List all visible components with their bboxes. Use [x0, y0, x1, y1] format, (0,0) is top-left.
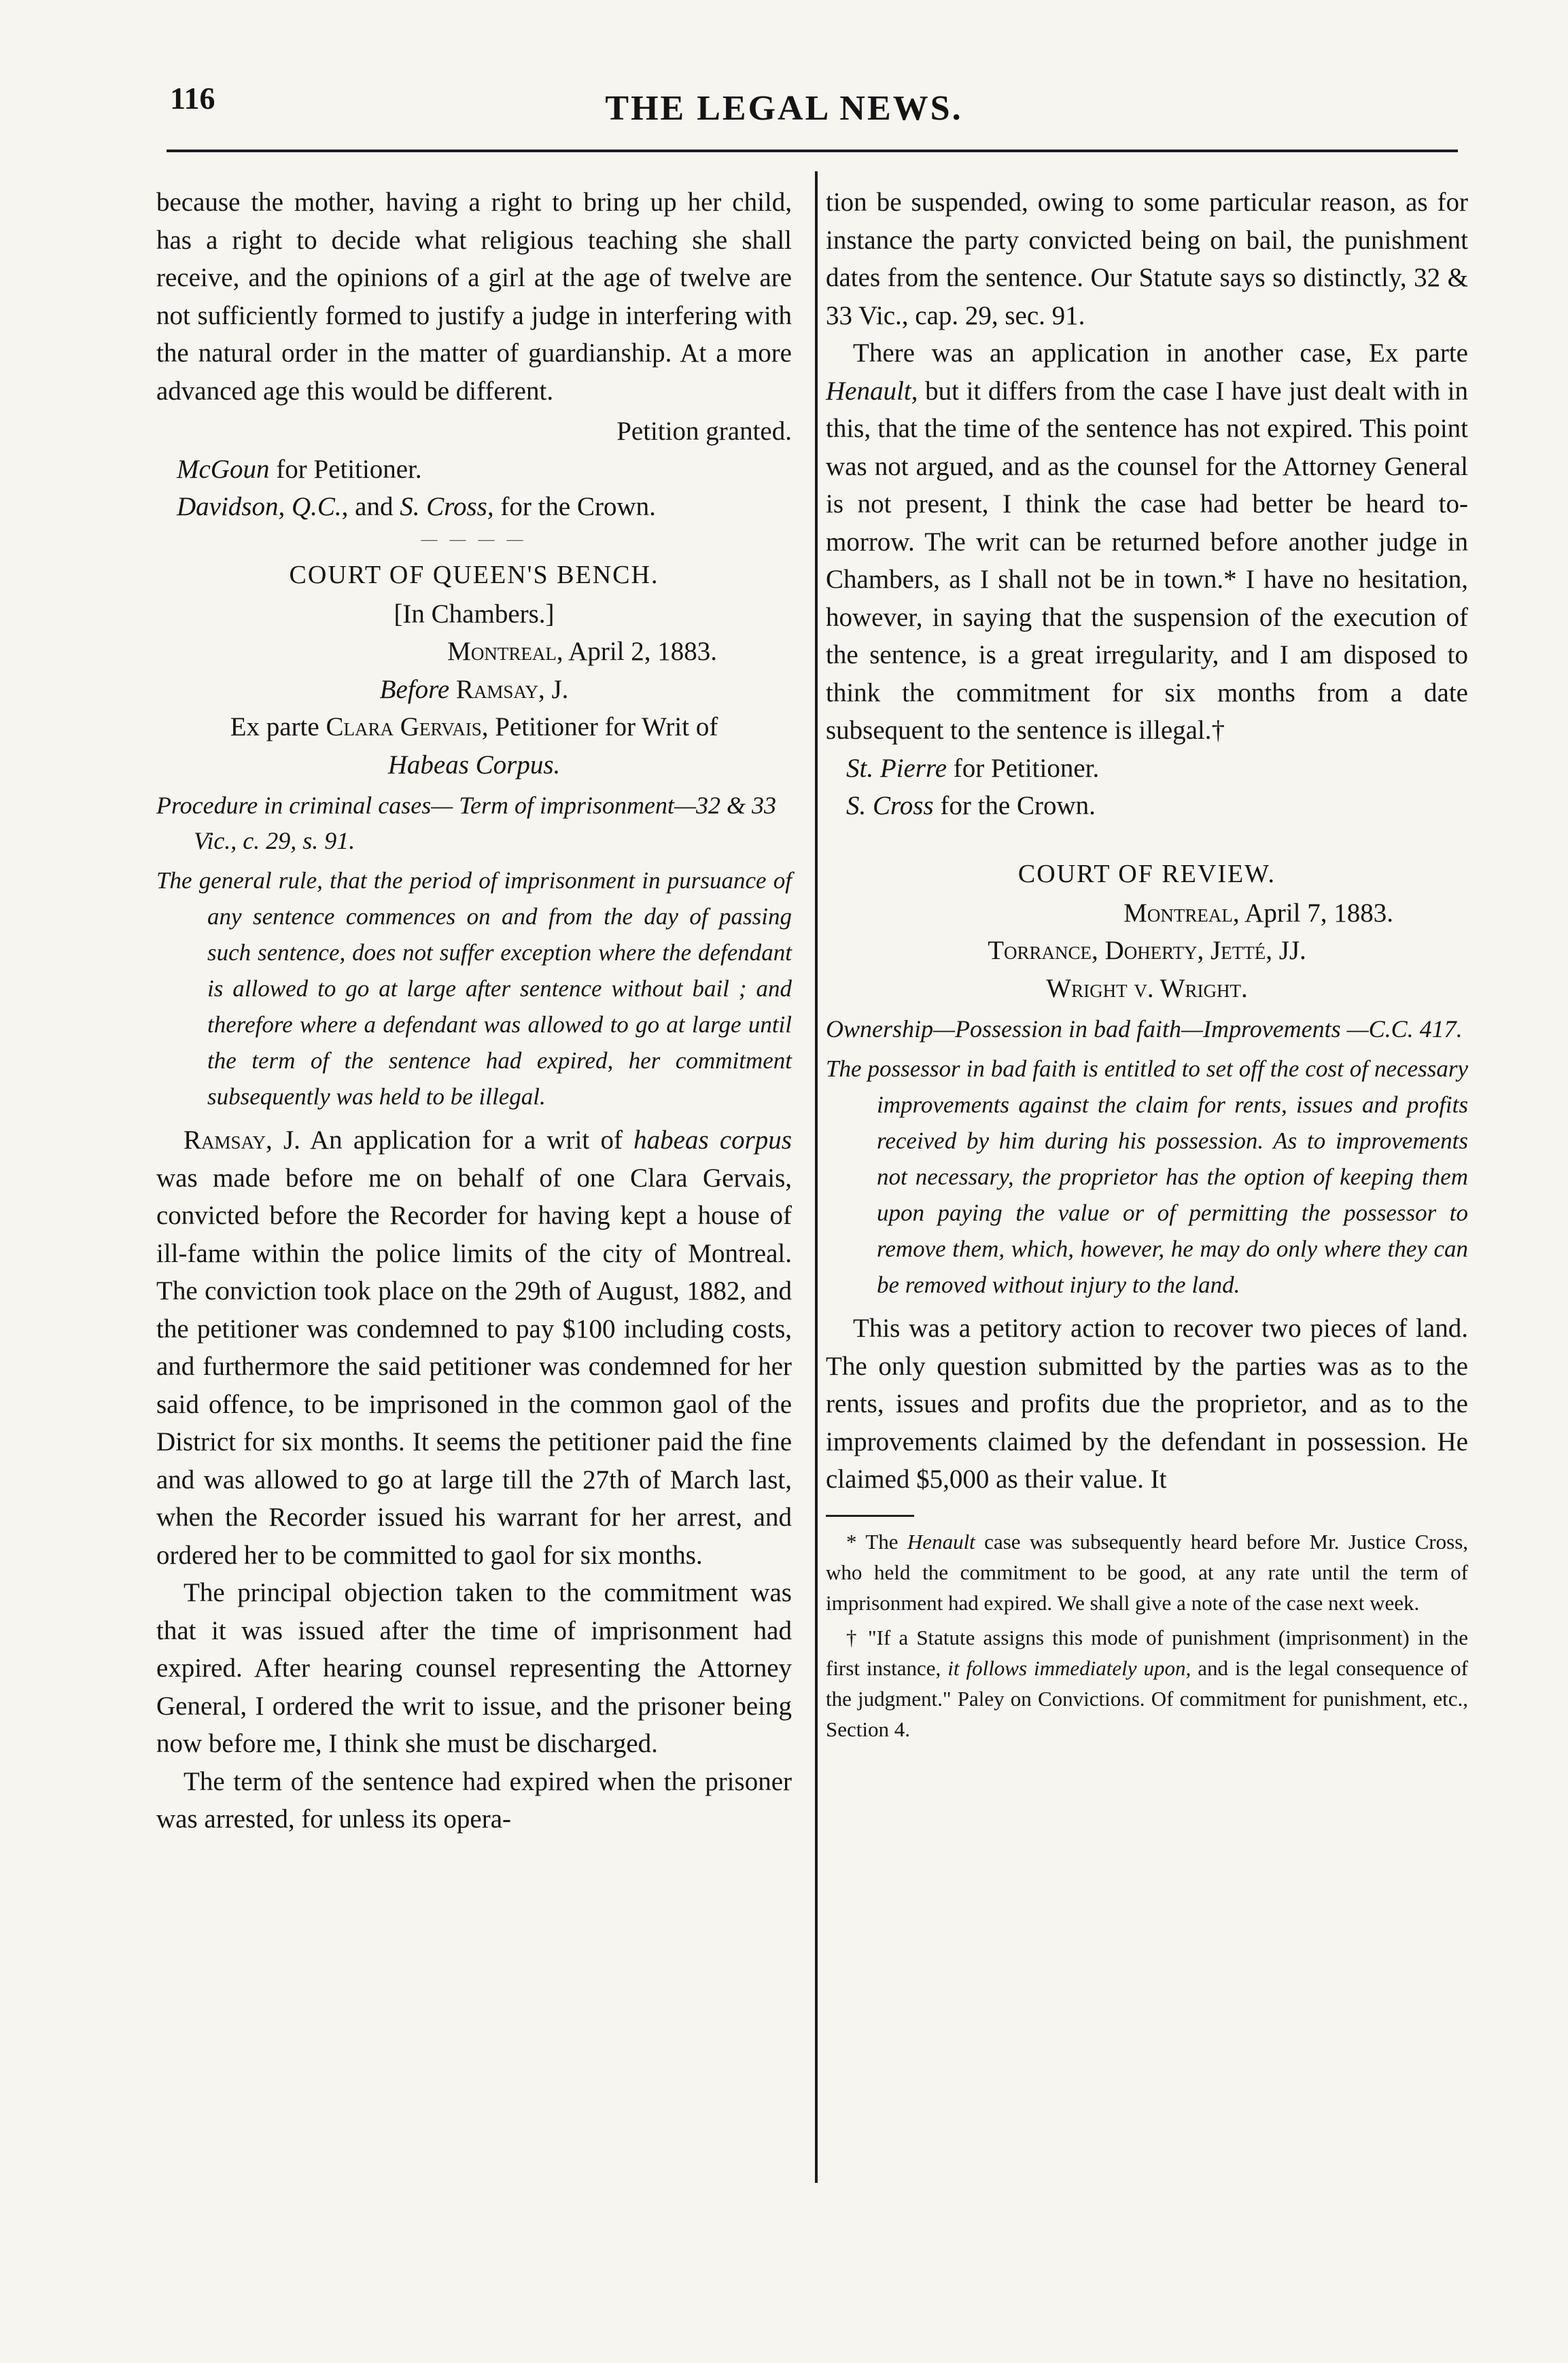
- footnote-text: case was subsequently heard before Mr. Justice Cross, who held the commitment to be good, at any rate until the term of imprisonment had expired. We shall give a note of the case next week.: [826, 1529, 1469, 1615]
- case-rest: Petitioner for Writ of: [488, 712, 718, 741]
- page-number: 116: [170, 81, 215, 116]
- paragraph: The term of the sentence had expired when the prisoner was arrested, for unless its opera-: [156, 1766, 792, 1834]
- counsel-name: S. Cross: [846, 791, 934, 820]
- subject-line: Procedure in criminal cases— Term of imprisonment—32 & 33 Vic., c. 29, s. 91.: [156, 792, 776, 854]
- headnote: The possessor in bad faith is entitled to set off the cost of necessary improvements against the claim for rents, issues and profits received by him during his possession. As to improvements not necessary, the proprietor has the option of keeping them upon paying the value or of permitting the possessor to remove them, which, however, he may do only where they can be removed without injury to the land.: [826, 1055, 1468, 1298]
- footnote-text: and is the legal consequence of the judgment." Paley on Convictions. Of commitment for punishment, etc., Section 4.: [826, 1656, 1468, 1741]
- paragraph: [826, 334, 1468, 750]
- judgment-paragraph: [156, 1121, 792, 1574]
- footnote-emphasis: it follows immediately upon,: [947, 1656, 1191, 1680]
- before-label: Before: [379, 674, 450, 704]
- footnote-rule: [826, 1515, 914, 1517]
- counsel-name: St. Pierre: [846, 753, 947, 783]
- counsel-conjunction: , and: [341, 492, 400, 521]
- judgment-text: An application for a writ of: [300, 1125, 634, 1155]
- writ-name: Habeas Corpus.: [387, 750, 561, 780]
- counsel-line: [826, 750, 1468, 788]
- header-rule: [167, 150, 1458, 152]
- counsel-role: for the Crown.: [933, 791, 1096, 820]
- counsel-role: for Petitioner.: [947, 753, 1100, 783]
- judges-line: Torrance, Doherty, Jetté, JJ.: [988, 936, 1306, 965]
- date-line: [826, 894, 1468, 932]
- date-line: [156, 633, 792, 671]
- headnote: The general rule, that the period of imprisonment in pursuance of any sentence commences on and from the day of passing such sentence, does not suffer exception where the defendant is allowed to go at large after sentence without bail ; and therefore where a defendant was allowed to go at large until the term of the sentence had expired, her commitment subsequently was held to be illegal.: [156, 867, 792, 1110]
- counsel-line: [156, 451, 792, 489]
- case-name: Henault: [907, 1529, 975, 1554]
- counsel-name: S. Cross,: [400, 492, 494, 521]
- date: April 7, 1883.: [1239, 898, 1393, 928]
- case-title: Wright v. Wright.: [1046, 973, 1248, 1003]
- party-name: Clara Gervais,: [326, 712, 489, 741]
- paragraph-intro: because the mother, having a right to bring up her child, has a right to decide what religious teaching she shall receive, and the opinions of a girl at the age of twelve are not sufficiently formed to justify a judge in interfering with the natural order in the matter of guardianship. At a more advanced age this would be different.: [156, 188, 792, 406]
- habeas-corpus-term: habeas corpus: [633, 1125, 792, 1155]
- judgment-judge: Ramsay, J.: [184, 1125, 300, 1155]
- left-column: [156, 183, 792, 1838]
- footnote: [826, 1622, 1468, 1745]
- column-rule: [815, 171, 818, 2183]
- counsel-name: McGoun: [177, 454, 270, 484]
- counsel-role: for Petitioner.: [269, 454, 422, 484]
- paragraph: The principal objection taken to the commitment was that it was issued after the time of imprisonment had expired. After hearing counsel representing the Attorney General, I ordered the writ to issue, and the prisoner being now before me, I think she must be discharged.: [156, 1578, 792, 1758]
- disposition: Petition granted.: [616, 417, 792, 446]
- place: Montreal,: [1123, 898, 1240, 928]
- case-name: Henault,: [826, 376, 918, 406]
- paragraph: This was a petitory action to recover two pieces of land. The only question submitted by the parties was as to the rents, issues and profits due the proprietor, and as to the improvements claimed by the defendant in possession. He claimed $5,000 as their value. It: [826, 1314, 1468, 1494]
- place: Montreal,: [447, 637, 563, 666]
- paragraph-text: There was an application in another case, Ex parte: [853, 338, 1468, 368]
- subject-line: Ownership—Possession in bad faith—Improvements —C.C. 417.: [826, 1015, 1463, 1043]
- judge-line: [156, 671, 792, 709]
- counsel-role: for the Crown.: [493, 492, 656, 521]
- judge-name: Ramsay, J.: [455, 674, 569, 704]
- date: April 2, 1883.: [563, 637, 717, 666]
- footnote: [826, 1526, 1468, 1618]
- case-title: [156, 708, 792, 784]
- paragraph-continued: tion be suspended, owing to some particular reason, as for instance the party convicted being on bail, the punishment dates from the sentence. Our Statute says so distinctly, 32 & 33 Vic., cap. 29, sec. 91.: [826, 188, 1468, 330]
- counsel-line: [156, 488, 792, 526]
- judgment-text: was made before me on behalf of one Clara Gervais, convicted before the Recorder for having kept a house of ill-fame within the police limits of the city of Montreal. The conviction took place on the 29th of August, 1882, and the petitioner was condemned to pay $100 including costs, and furthermore the said petitioner was condemned for her said offence, to be imprisoned in the common gaol of the District for six months. It seems the petitioner paid the fine and was allowed to go at large till the 27th of March last, when the Recorder issued his warrant for her arrest, and ordered her to be committed to gaol for six months.: [156, 1163, 792, 1570]
- court-heading: COURT OF QUEEN'S BENCH.: [289, 560, 659, 589]
- chambers-note: [In Chambers.]: [394, 599, 555, 629]
- footnote-text: * The: [846, 1529, 907, 1554]
- footnote-text: † "If a Statute assigns this mode of punishment (imprisonment) in the first instance,: [826, 1625, 1468, 1680]
- case-prefix: Ex parte: [230, 712, 326, 741]
- counsel-line: [826, 787, 1468, 825]
- paragraph-text: but it differs from the case I have just dealt with in this, that the time of the sentence has not expired. This point was not argued, and as the counsel for the Attorney General is not present, I think the case had better be heard to-morrow. The writ can be returned before another judge in Chambers, as I shall not be in town.* I have no hesitation, however, in saying that the suspension of the execution of the sentence, is a great irregularity, and I am disposed to think the commitment for six months from a date subsequent to the sentence is illegal.†: [826, 376, 1468, 745]
- right-column: [826, 183, 1468, 1749]
- counsel-name: Davidson, Q.C.: [177, 492, 342, 521]
- running-head: THE LEGAL NEWS.: [605, 89, 963, 128]
- section-separator: — — — —: [421, 530, 527, 548]
- court-heading: COURT OF REVIEW.: [1017, 859, 1276, 888]
